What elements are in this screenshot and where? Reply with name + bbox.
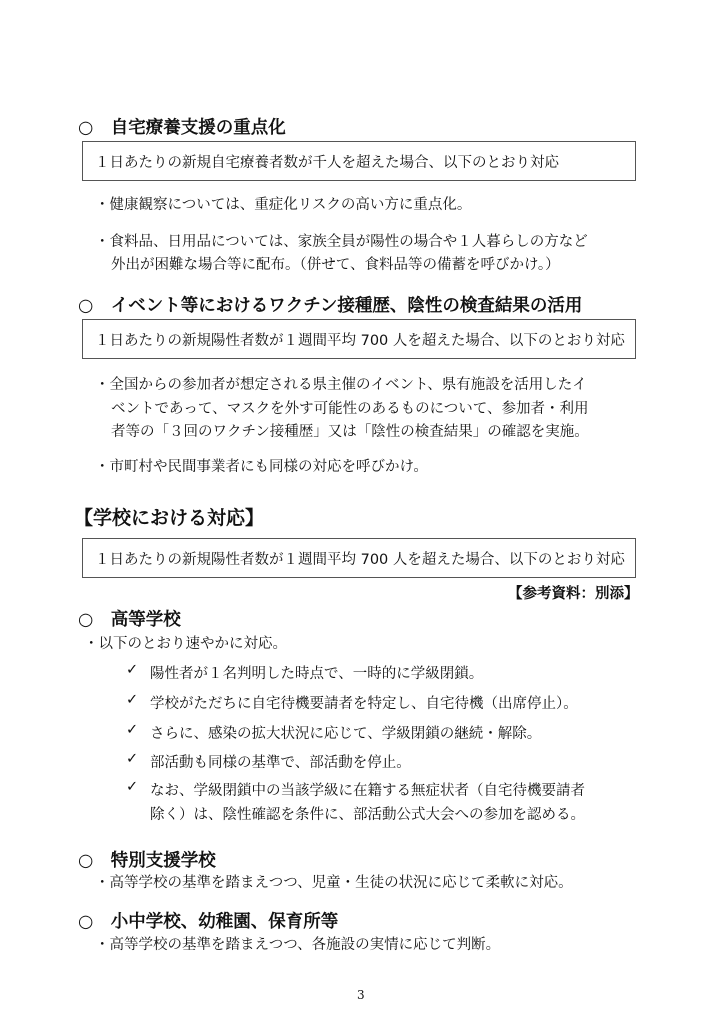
check-icon: ✓ (126, 692, 139, 708)
bullet-prefecture-events-line2: ベントであって、マスクを外す可能性のあるものについて、参加者・利用 (111, 401, 589, 417)
elementary-text: ・高等学校の基準を踏まえつつ、各施設の実情に応じて判断。 (95, 937, 501, 953)
page-number: 3 (357, 988, 365, 1002)
section-heading-events: ○ イベント等におけるワクチン接種歴、陰性の検査結果の活用 (78, 296, 583, 316)
check-icon: ✓ (126, 779, 139, 795)
bullet-municipalities: ・市町村や民間事業者にも同様の対応を呼びかけ。 (95, 459, 428, 475)
heading-special-needs-school: ○ 特別支援学校 (78, 851, 216, 871)
check-item-5-line2: 除く）は、陰性確認を条件に、部活動公式大会への参加を認める。 (150, 807, 585, 823)
condition-box-events (82, 319, 636, 359)
bullet-prefecture-events-line3: 者等の「３回のワクチン接種歴」又は「陰性の検査結果」の確認を実施。 (111, 424, 589, 440)
check-icon: ✓ (126, 751, 139, 767)
check-item-2: 学校がただちに自宅待機要請者を特定し、自宅待機（出席停止）。 (150, 696, 578, 712)
condition-text: １日あたりの新規陽性者数が１週間平均 700 人を超えた場合、以下のとおり対応 (95, 552, 625, 568)
check-item-3: さらに、感染の拡大状況に応じて、学級閉鎖の継続・解除。 (150, 726, 542, 742)
heading-elementary-kindergarten: ○ 小中学校、幼稚園、保育所等 (78, 912, 339, 932)
bullet-food-supply-line2: 外出が困難な場合等に配布。（併せて、食料品等の備蓄を呼びかけ。） (111, 257, 560, 273)
high-school-intro: ・以下のとおり速やかに対応。 (84, 636, 287, 652)
section-heading-home-care: ○ 自宅療養支援の重点化 (78, 118, 286, 138)
check-icon: ✓ (126, 722, 139, 738)
bullet-food-supply-line1: ・食料品、日用品については、家族全員が陽性の場合や１人暮らしの方など (95, 234, 588, 250)
condition-box-school (82, 538, 636, 578)
school-section-title: 【学校における対応】 (74, 507, 265, 529)
check-icon: ✓ (126, 662, 139, 678)
reference-material-label: 【参考資料：別添】 (508, 586, 639, 602)
bullet-prefecture-events-line1: ・全国からの参加者が想定される県主催のイベント、県有施設を活用したイ (95, 377, 587, 393)
check-item-1: 陽性者が１名判明した時点で、一時的に学級閉鎖。 (150, 666, 484, 682)
check-item-4: 部活動も同様の基準で、部活動を停止。 (150, 755, 411, 771)
condition-box-home-care (82, 141, 636, 181)
bullet-health-monitoring: ・健康観察については、重症化リスクの高い方に重点化。 (95, 197, 472, 213)
heading-high-school: ○ 高等学校 (78, 610, 181, 630)
check-item-5-line1: なお、学級閉鎖中の当該学級に在籍する無症状者（自宅待機要請者 (150, 783, 585, 799)
special-needs-text: ・高等学校の基準を踏まえつつ、児童・生徒の状況に応じて柔軟に対応。 (95, 875, 573, 891)
condition-text: １日あたりの新規自宅療養者数が千人を超えた場合、以下のとおり対応 (95, 155, 559, 171)
condition-text: １日あたりの新規陽性者数が１週間平均 700 人を超えた場合、以下のとおり対応 (95, 333, 625, 349)
